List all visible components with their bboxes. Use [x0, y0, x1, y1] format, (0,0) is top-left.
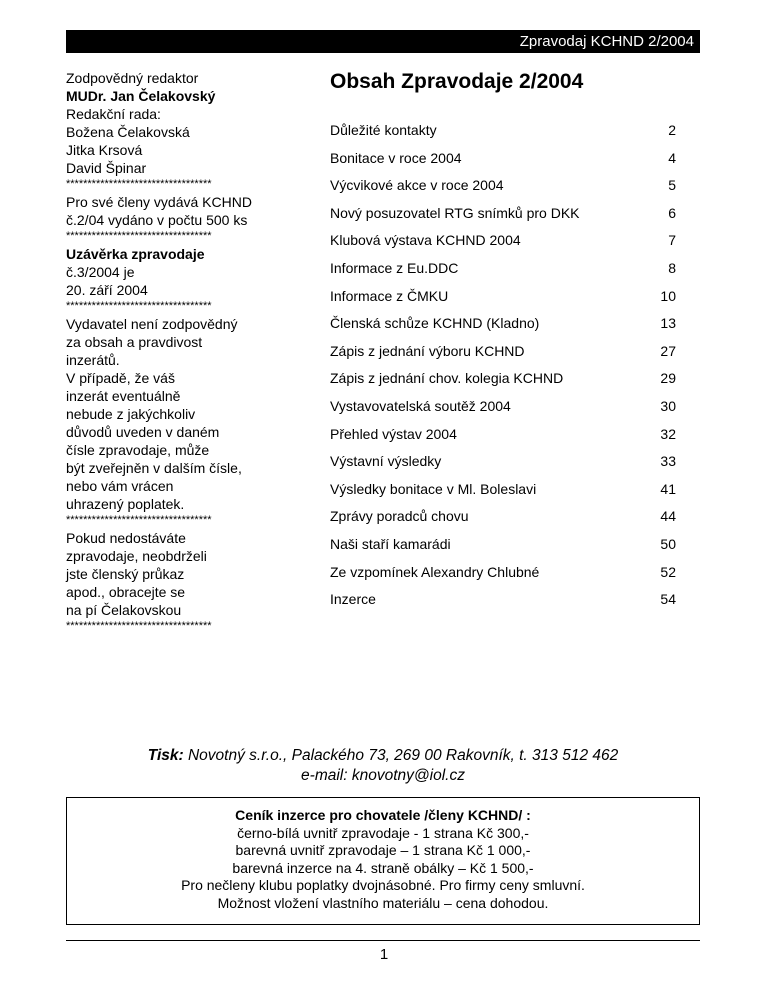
disclaimer-line: nebude z jakýchkoliv	[66, 406, 196, 422]
toc-item-label: Informace z Eu.DDC	[330, 259, 459, 276]
issue-line: Pro své členy vydává KCHND	[66, 194, 252, 210]
contact-line: zpravodaje, neobdrželi	[66, 548, 207, 564]
board-member: Jitka Krsová	[66, 142, 143, 158]
toc-item-page: 2	[668, 122, 676, 138]
separator: **********************************	[66, 179, 212, 189]
disclaimer-line: uhrazený poplatek.	[66, 496, 185, 512]
printer-text: Novotný s.r.o., Palackého 73, 269 00 Rakovník, t. 313 512 462	[183, 747, 619, 764]
toc-list	[330, 120, 676, 617]
toc-item-label: Zápis z jednání chov. kolegia KCHND	[330, 370, 564, 387]
toc-item-label: Zápis z jednání výboru KCHND	[330, 342, 525, 359]
toc-item-label: Nový posuzovatel RTG snímků pro DKK	[330, 204, 580, 221]
pricing-line: Možnost vložení vlastního materiálu – cena dohodou.	[217, 894, 549, 911]
toc-item	[330, 286, 676, 314]
printer-label: Tisk:	[147, 747, 184, 764]
toc-item	[330, 258, 676, 286]
printer-line	[66, 746, 700, 766]
disclaimer-line: důvodů uveden v daném	[66, 424, 220, 440]
toc-item	[330, 396, 676, 424]
toc-item-label: Výcvikové akce v roce 2004	[330, 177, 504, 194]
toc-item-page: 7	[668, 232, 676, 249]
toc-item-label: Zprávy poradců chovu	[330, 508, 469, 525]
toc-item	[330, 230, 676, 258]
toc-item-page: 52	[660, 563, 676, 580]
printer-email: e-mail: knovotny@iol.cz	[301, 767, 465, 784]
toc-item-page: 32	[660, 425, 676, 442]
board-member: Božena Čelakovská	[66, 124, 190, 140]
toc-item-page: 54	[660, 591, 676, 608]
toc-item	[330, 589, 676, 617]
toc-item-page: 6	[668, 204, 676, 221]
disclaimer-line: být zveřejněn v dalším čísle,	[66, 460, 242, 476]
board-member: David Špinar	[66, 160, 147, 176]
pricing-line: černo-bílá uvnitř zpravodaje - 1 strana Kč 300,-	[237, 824, 529, 841]
toc-item-page: 30	[660, 397, 676, 414]
deadline-title: Uzávěrka zpravodaje	[66, 246, 205, 262]
toc-item-page: 27	[660, 342, 676, 359]
separator: **********************************	[66, 301, 212, 311]
toc-item	[330, 479, 676, 507]
disclaimer-line: za obsah a pravdivost	[66, 334, 203, 350]
separator: **********************************	[66, 515, 212, 525]
contact-line: jste členský průkaz	[66, 566, 185, 582]
toc-item-label: Členská schůze KCHND (Kladno)	[330, 315, 540, 332]
toc-item-page: 33	[660, 453, 676, 470]
toc-item	[330, 534, 676, 562]
toc-item	[330, 148, 676, 176]
toc-item	[330, 341, 676, 369]
toc-item	[330, 451, 676, 479]
toc-item-label: Klubová výstava KCHND 2004	[330, 232, 521, 249]
deadline-line: 20. září 2004	[66, 282, 148, 298]
toc-item-page: 13	[660, 315, 676, 332]
header-text: Zpravodaj KCHND 2/2004	[519, 33, 694, 50]
toc-item-page: 41	[660, 480, 676, 497]
separator: **********************************	[66, 621, 212, 631]
toc-item-page: 8	[668, 259, 676, 276]
toc-item	[330, 562, 676, 590]
toc-item-label: Důležité kontakty	[330, 122, 437, 138]
disclaimer-line: inzerátů.	[66, 352, 120, 368]
disclaimer-line: čísle zpravodaje, může	[66, 442, 210, 458]
toc-item	[330, 175, 676, 203]
toc-item	[330, 313, 676, 341]
disclaimer-line: V případě, že váš	[66, 370, 175, 386]
toc-item-page: 29	[660, 370, 676, 387]
footer-divider	[66, 940, 700, 941]
pricing-line: Pro nečleny klubu poplatky dvojnásobné. Pro firmy ceny smluvní.	[181, 877, 585, 893]
board-label: Redakční rada:	[66, 106, 161, 122]
contact-line: na pí Čelakovskou	[66, 602, 182, 618]
editor-label: Zodpovědný redaktor	[66, 70, 199, 86]
toc-item	[330, 120, 676, 148]
toc-item-label: Ze vzpomínek Alexandry Chlubné	[330, 563, 540, 580]
toc-item-page: 50	[660, 535, 676, 552]
toc-title: Obsah Zpravodaje 2/2004	[330, 70, 584, 93]
contact-line: apod., obracejte se	[66, 584, 186, 600]
masthead-column	[66, 69, 286, 635]
toc-item-page: 10	[660, 287, 676, 304]
disclaimer-line: nebo vám vrácen	[66, 478, 174, 494]
running-header	[66, 30, 700, 53]
toc-item-label: Vystavovatelská soutěž 2004	[330, 397, 511, 414]
toc-item-page: 5	[668, 177, 676, 194]
separator: **********************************	[66, 231, 212, 241]
toc-item-label: Naši staří kamarádi	[330, 535, 451, 552]
issue-line: č.2/04 vydáno v počtu 500 ks	[66, 212, 248, 228]
toc-item-label: Bonitace v roce 2004	[330, 149, 462, 166]
printer-info	[66, 746, 700, 786]
editor-name: MUDr. Jan Čelakovský	[66, 88, 216, 104]
toc-item-page: 44	[660, 508, 676, 525]
toc-item-label: Informace z ČMKU	[330, 287, 449, 304]
toc-item-label: Inzerce	[330, 591, 376, 608]
toc-item	[330, 506, 676, 534]
toc-item	[330, 368, 676, 396]
pricing-line: barevná uvnitř zpravodaje – 1 strana Kč 1 000,-	[235, 842, 531, 858]
toc-item-page: 4	[668, 149, 676, 166]
page-number: 1	[379, 946, 389, 963]
contact-line: Pokud nedostáváte	[66, 530, 186, 546]
pricing-title: Ceník inzerce pro chovatele /členy KCHND/ :	[235, 807, 531, 823]
toc-item-label: Přehled výstav 2004	[330, 425, 457, 442]
pricing-box	[66, 797, 700, 925]
disclaimer-line: inzerát eventuálně	[66, 388, 181, 404]
toc-item-label: Výsledky bonitace v Ml. Boleslavi	[330, 480, 537, 497]
pricing-line: barevná inzerce na 4. straně obálky – Kč 1 500,-	[232, 859, 534, 876]
disclaimer-line: Vydavatel není zodpovědný	[66, 316, 238, 332]
toc-item-label: Výstavní výsledky	[330, 453, 442, 470]
table-of-contents	[330, 68, 676, 617]
toc-item	[330, 203, 676, 231]
toc-item	[330, 424, 676, 452]
deadline-line: č.3/2004 je	[66, 264, 135, 280]
